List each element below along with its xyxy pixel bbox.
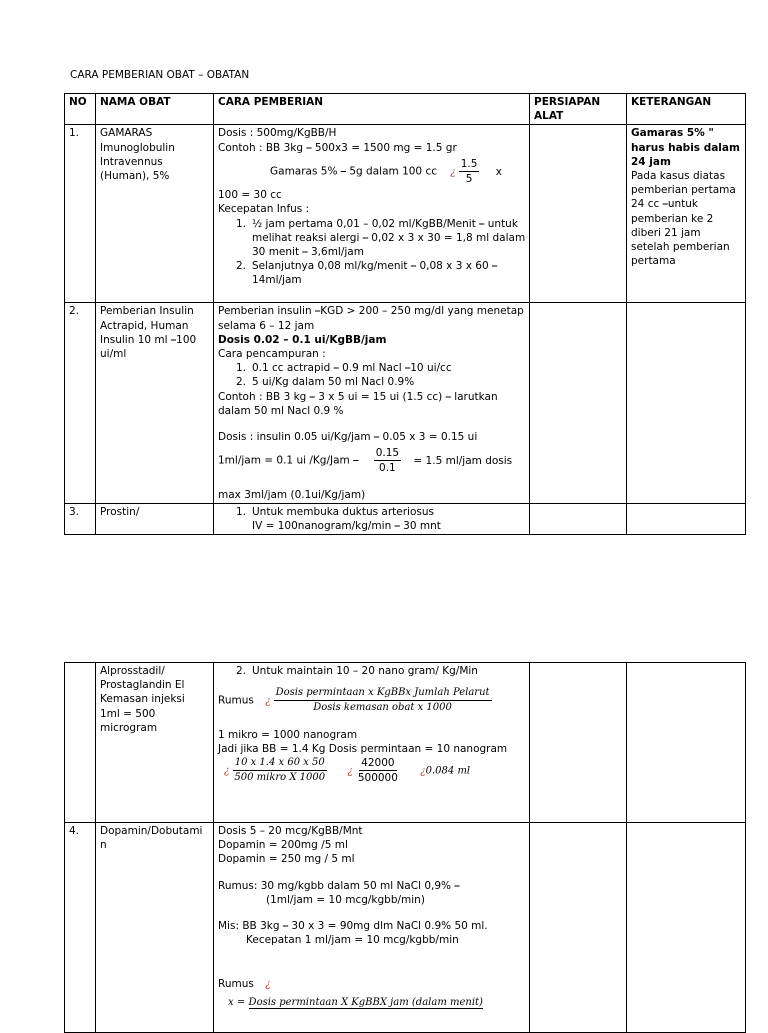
drug-name: Alprosstadil/ Prostaglandin El Kemasan injeksi 1ml = 500 microgram [96, 663, 214, 823]
header-no: NO [65, 94, 96, 125]
row-number [65, 663, 96, 823]
administration-method: Pemberian insulin ⎯KGD > 200 – 250 mg/dl yang menetap selama 6 – 12 jam Dosis 0.02 – 0.1 ui/KgBB/jam Cara pencampuran : 1. 0.1 cc actrapid ⎯ 0.9 ml Nacl ⎯10 ui/cc 2. 5 ui/Kg dalam 50 ml Nacl 0.9% Contoh : BB 3 kg ⎯ 3 x 5 ui = 15 ui (1.5 cc) ⎯ larutkan dalam 50 ml Nacl 0.9 % Dosis : insulin 0.05 ui/Kg/jam ⎯ 0.05 x 3 = 0.15 ui 1ml/jam = 0.1 ui /Kg/Jam ⎯ $\frac{0.15}{0.1}$ = 1.5 ml/jam dosis max 3ml/jam (0.1ui/Kg/jam) [214, 303, 530, 503]
equipment-cell [530, 503, 627, 534]
header-persiapan-alat: PERSIAPAN ALAT [530, 94, 627, 125]
header-keterangan: KETERANGAN [627, 94, 746, 125]
row-number: 4. [65, 823, 96, 1033]
list-item: 2. Untuk maintain 10 – 20 nano gram/ Kg/Min [236, 665, 478, 677]
drug-name: Prostin/ [96, 503, 214, 534]
header-nama-obat: NAMA OBAT [96, 94, 214, 125]
table-row [65, 125, 746, 303]
drug-table-part2 [64, 662, 746, 1033]
document-title: CARA PEMBERIAN OBAT – OBATAN [70, 69, 250, 81]
administration-method: Dosis 5 – 20 mcg/KgBB/Mnt Dopamin = 200mg /5 ml Dopamin = 250 mg / 5 ml Rumus: 30 mg/kgbb dalam 50 ml NaCl 0,9% ⎯ (1ml/jam = 10 mcg/kgbb/min) Mis: BB 3kg ⎯ 30 x 3 = 90mg dlm NaCl 0.9% 50 ml. Kecepatan 1 ml/jam = 10 mcg/kgbb/min Rumus ¿ x = Dosis permintaan X KgBBX jam (dalam menit) [214, 823, 530, 1033]
drug-name: Dopamin/Dobutami n [96, 823, 214, 1033]
formula-calculation: ¿ $\frac{10 x 1.4 x 60 x 50}{\text{500 mikro X 1000}}$ ¿ $\frac{42000}{500000}$ ¿0.084 ml [224, 757, 471, 785]
list-item: 1. 0.1 cc actrapid ⎯ 0.9 ml Nacl ⎯10 ui/cc [236, 362, 452, 375]
table-row [65, 503, 746, 534]
table-header-row [65, 94, 746, 125]
notes-cell [627, 823, 746, 1033]
table-row [65, 823, 746, 1033]
equipment-cell [530, 823, 627, 1033]
administration-method: 2. Untuk maintain 10 – 20 nano gram/ Kg/Min Rumus ¿ $\frac{\text{Dosis permintaan x KgBBx Jumlah Pelarut}}{\text{Dosis kemasan obat x 1000}}$ 1 mikro = 1000 nanogram Jadi jika BB = 1.4 Kg Dosis permintaan = 10 nanogram ¿ $\frac{10 x 1.4 x 60 x 50}{\text{500 mikro X 1000}}$ ¿ $\frac{42000}{500000}$ ¿0.084 ml [214, 663, 530, 823]
table-row [65, 303, 746, 503]
equipment-cell [530, 125, 627, 303]
drug-table-part1 [64, 93, 746, 535]
formula-rumus: x = Dosis permintaan X KgBBX jam (dalam menit) [228, 996, 483, 1008]
row-number: 1. [65, 125, 96, 303]
drug-name: Pemberian Insulin Actrapid, Human Insulin 10 ml ⎯100 ui/ml [96, 303, 214, 503]
drug-name: GAMARAS Imunoglobulin Intravennus (Human), 5% [96, 125, 214, 303]
list-item: 1. Untuk membuka duktus arteriosus [236, 505, 434, 518]
notes-cell [627, 303, 746, 503]
notes-cell [627, 663, 746, 823]
row-number: 3. [65, 503, 96, 534]
formula-rumus: Rumus ¿ $\frac{\text{Dosis permintaan x KgBBx Jumlah Pelarut}}{\text{Dosis kemasan obat x 1000}}$ [218, 687, 490, 714]
row-number: 2. [65, 303, 96, 503]
notes-cell [627, 503, 746, 534]
list-item: 2. Selanjutnya 0,08 ml/kg/menit ⎯ 0,08 x 3 x 60 ⎯ 14ml/jam [236, 260, 498, 287]
notes-cell: Gamaras 5% " harus habis dalam 24 jam Pada kasus diatas pemberian pertama 24 cc ⎯untuk pemberian ke 2 diberi 21 jam setelah pemberian pertama [627, 125, 746, 303]
equipment-cell [530, 663, 627, 823]
list-item: 1. ½ jam pertama 0,01 – 0,02 ml/KgBB/Menit ⎯ untuk melihat reaksi alergi ⎯ 0,02 x 3 x 30 = 1,8 ml dalam 30 menit ⎯ 3,6ml/jam [236, 217, 526, 259]
administration-method: Dosis : 500mg/KgBB/H Contoh : BB 3kg ⎯ 500x3 = 1500 mg = 1.5 gr Gamaras 5% ⎯ 5g dalam 100 cc ¿ $\frac{1.5}{5}$ x 100 = 30 cc Kecepatan Infus : 1. ½ jam pertama 0,01 – 0,02 ml/KgBB/Menit ⎯ untuk melihat reaksi alergi ⎯ 0,02 x 3 x 30 = 1,8 ml dalam 30 menit ⎯ 3,6ml/jam 2. Selanjutnya 0,08 ml/kg/menit ⎯ 0,08 x 3 x 60 ⎯ 14ml/jam [214, 125, 530, 303]
table-row [65, 663, 746, 823]
administration-method: 1. Untuk membuka duktus arteriosus IV = 100nanogram/kg/min ⎯ 30 mnt [214, 503, 530, 534]
list-item: 2. 5 ui/Kg dalam 50 ml Nacl 0.9% [236, 376, 415, 389]
header-cara-pemberian: CARA PEMBERIAN [214, 94, 530, 125]
equipment-cell [530, 303, 627, 503]
